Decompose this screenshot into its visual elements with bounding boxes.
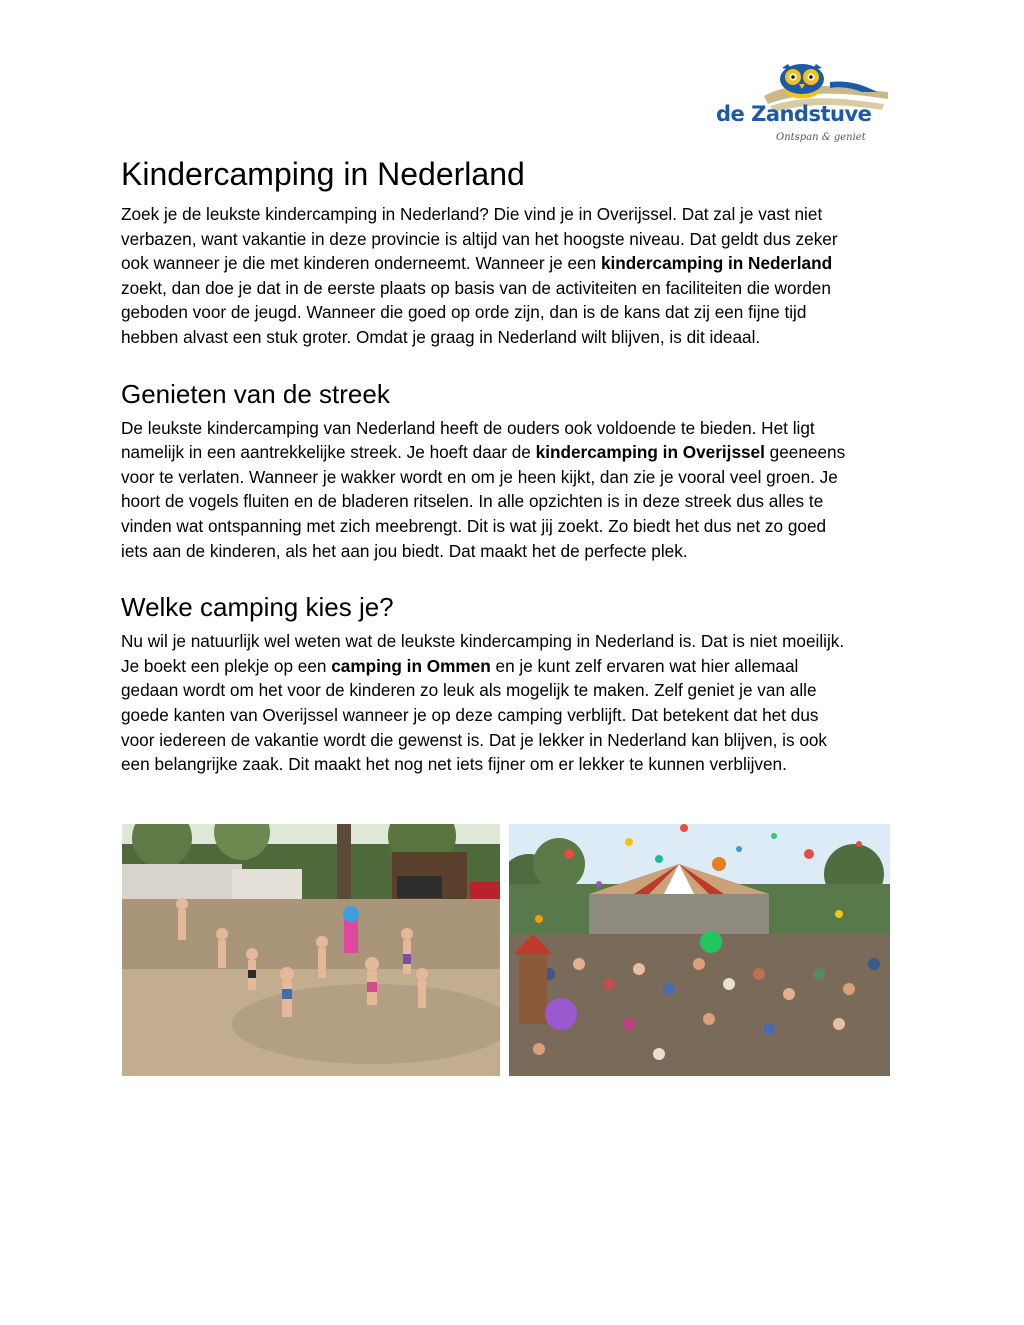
intro-text-end: zoekt, dan doe je dat in de eerste plaats op basis van de activiteiten en faciliteiten die worden geboden voor de jeugd. Wanneer die goed op orde zijn, dan is de kans dat zij een fijne tijd hebben alvast een stuk groter. Omdat je graag in Nederland wilt blijven, is dit ideaal.: [121, 277, 831, 347]
logo-name: de Zandstuve: [716, 102, 872, 126]
photo-children-dancing: [122, 824, 500, 1076]
streek-text-end: geeneens voor te verlaten. Wanneer je wakker wordt en om je heen kijkt, dan zie je vooral veel groen. Je hoort de vogels fluiten en de bladeren ritselen. In alle opzichten is in deze streek dus alles te vinden wat ontspanning met zich meebrengt. Dit is wat jij zoekt. Zo biedt het dus net zo goed iets aan de kinderen, als het aan jou biedt. Dat maakt het de perfecte plek.: [121, 442, 846, 561]
children-dancing-photo-icon: [122, 824, 500, 1076]
section-heading-streek: Genieten van de streek: [121, 378, 390, 409]
intro-paragraph: [121, 202, 911, 350]
section-heading-camping: Welke camping kies je?: [121, 592, 394, 623]
page-title: Kindercamping in Nederland: [121, 156, 525, 192]
camping-keyword: camping in Ommen: [331, 655, 491, 676]
intro-keyword: kindercamping in Nederland: [600, 253, 833, 274]
photo-row: [122, 824, 890, 1076]
logo-tagline: Ontspan & geniet: [776, 132, 866, 143]
streek-text-start: De leukste kindercamping van Nederland heeft de ouders ook voldoende te bieden. Het ligt namelijk in een aantrekkelijke streek. Je hoeft daar de: [121, 417, 815, 463]
camping-text-start: Nu wil je natuurlijk wel weten wat de leukste kindercamping in Nederland is. Dat is niet moeilijk. Je boekt een plekje op een: [121, 631, 845, 676]
photo-balloon-release: [509, 824, 890, 1076]
camping-text-end: en je kunt zelf ervaren wat hier allemaal gedaan wordt om het voor de kinderen zo leuk als mogelijk te maken. Zelf geniet je van alle goede kanten van Overijssel wanneer je op deze camping verblijft. Dat betekent dat het dus voor iedereen de vakantie wordt die gewenst is. Dat je lekker in Nederland kan blijven, is ook een belangrijke zaak. Dit maakt het nog net iets fijner om er lekker te kunnen verblijven.: [121, 655, 828, 775]
balloon-release-photo-icon: [509, 824, 890, 1076]
streek-keyword: kindercamping in Overijssel: [535, 442, 765, 463]
brand-logo: [712, 62, 892, 148]
section-paragraph-camping: [121, 629, 911, 777]
intro-text-start: Zoek je de leukste kindercamping in Nederland? Die vind je in Overijssel. Dat zal je vast niet verbazen, want vakantie in deze provincie is altijd van het hoogste niveau. Dat geldt dus zeker ook wanneer je die met kinderen onderneemt. Wanneer je een: [121, 204, 838, 274]
article: [121, 150, 911, 777]
section-paragraph-streek: [121, 416, 911, 564]
